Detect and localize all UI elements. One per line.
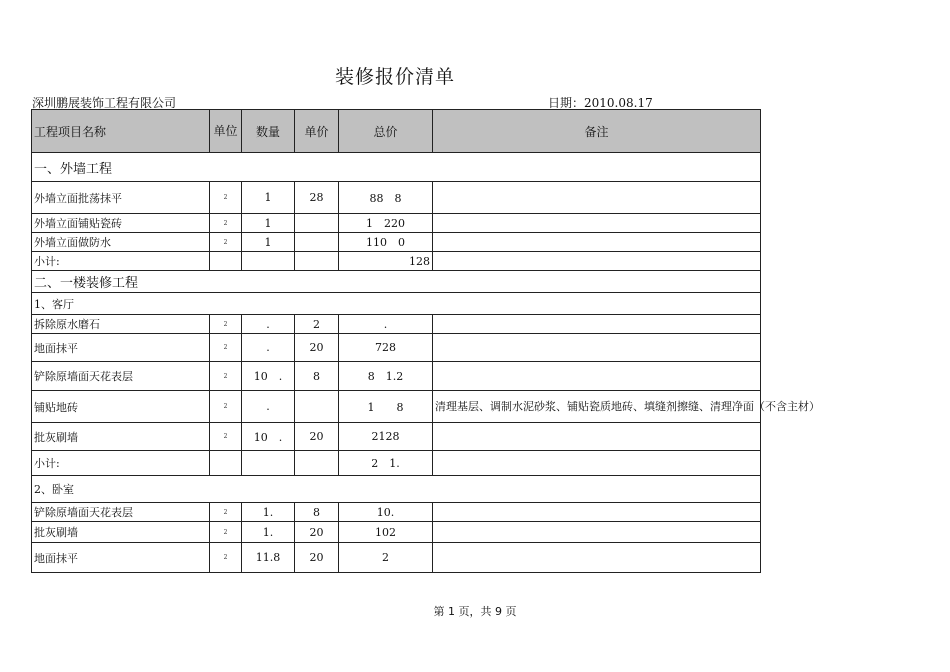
subtotal-label: 小计: [32,252,210,271]
item-price: 20 [295,334,339,362]
subtotal-label: 小计: [32,451,210,476]
section-row [32,271,761,293]
table-row [32,362,761,391]
subtotal-row [32,252,761,271]
item-price [295,391,339,423]
item-notes [433,543,761,573]
item-quantity: 11.8 [242,543,295,573]
item-notes [433,214,761,233]
table-row [32,503,761,522]
subtotal-value: 2 1. [339,451,433,476]
header-unit: 单位 [210,110,242,153]
item-unit: 2 [210,214,242,233]
item-total: 2 [339,543,433,573]
item-unit: 2 [210,423,242,451]
item-quantity: 1. [242,503,295,522]
subsection-title: 2、卧室 [32,476,761,503]
item-total: 102 [339,522,433,543]
header-total: 总价 [339,110,433,153]
item-total: . [339,315,433,334]
table-row [32,334,761,362]
item-quantity: 1 [242,182,295,214]
subtotal-value: 128 [339,252,433,271]
item-name: 批灰刷墙 [32,522,210,543]
item-unit: 2 [210,522,242,543]
item-price [295,214,339,233]
item-total: 728 [339,334,433,362]
item-unit: 2 [210,182,242,214]
section-title: 二、一楼装修工程 [32,271,761,293]
item-total: 110 0 [339,233,433,252]
item-unit: 2 [210,543,242,573]
subsection-title: 1、客厅 [32,293,761,315]
item-price: 20 [295,423,339,451]
table-row [32,315,761,334]
item-price: 20 [295,522,339,543]
item-name: 批灰刷墙 [32,423,210,451]
item-price: 20 [295,543,339,573]
item-unit: 2 [210,315,242,334]
item-notes [433,182,761,214]
header-quantity: 数量 [242,110,295,153]
item-quantity: 10 . [242,423,295,451]
item-quantity: . [242,391,295,423]
item-total: 10. [339,503,433,522]
item-price: 8 [295,362,339,391]
item-price: 28 [295,182,339,214]
item-unit: 2 [210,334,242,362]
item-quantity: . [242,334,295,362]
item-notes [433,503,761,522]
item-name: 外墙立面批荡抹平 [32,182,210,214]
item-quantity: . [242,315,295,334]
table-row [32,233,761,252]
item-notes [433,315,761,334]
table-row [32,182,761,214]
table-row [32,423,761,451]
item-notes: 清理基层、调制水泥砂浆、铺贴瓷质地砖、填缝剂擦缝、清理净面（不含主材） [433,391,761,423]
item-notes [433,334,761,362]
item-name: 铲除原墙面天花表层 [32,503,210,522]
section-row [32,153,761,182]
item-unit: 2 [210,503,242,522]
table-row [32,543,761,573]
document-date: 日期：2010.08.17 [548,96,653,110]
subtotal-row [32,451,761,476]
item-notes [433,233,761,252]
item-unit: 2 [210,391,242,423]
table-row [32,214,761,233]
quote-table [31,109,820,573]
item-price [295,233,339,252]
item-notes [433,522,761,543]
table-row [32,391,761,423]
document-title: 装修报价清单 [334,66,455,88]
item-total: 1 220 [339,214,433,233]
item-name: 外墙立面铺贴瓷砖 [32,214,210,233]
table-header-row [32,110,761,153]
item-quantity: 1. [242,522,295,543]
item-quantity: 1 [242,233,295,252]
item-name: 地面抹平 [32,334,210,362]
item-name: 地面抹平 [32,543,210,573]
item-unit: 2 [210,233,242,252]
section-title: 一、外墙工程 [32,153,761,182]
item-name: 铲除原墙面天花表层 [32,362,210,391]
item-notes [433,423,761,451]
item-total: 88 8 [339,182,433,214]
company-name: 深圳鹏展装饰工程有限公司 [32,96,177,110]
item-total: 8 1.2 [339,362,433,391]
page-footer: 第 1 页，共 9 页 [433,605,517,618]
item-price: 8 [295,503,339,522]
item-price: 2 [295,315,339,334]
table-row [32,522,761,543]
item-total: 1 8 [339,391,433,423]
item-quantity: 1 [242,214,295,233]
item-notes [433,362,761,391]
item-total: 2128 [339,423,433,451]
header-price: 单价 [295,110,339,153]
subsection-row [32,293,761,315]
item-unit: 2 [210,362,242,391]
subsection-row [32,476,761,503]
item-name: 铺贴地砖 [32,391,210,423]
header-notes: 备注 [433,110,761,153]
item-name: 拆除原水磨石 [32,315,210,334]
item-quantity: 10 . [242,362,295,391]
item-name: 外墙立面做防水 [32,233,210,252]
header-name: 工程项目名称 [32,110,210,153]
